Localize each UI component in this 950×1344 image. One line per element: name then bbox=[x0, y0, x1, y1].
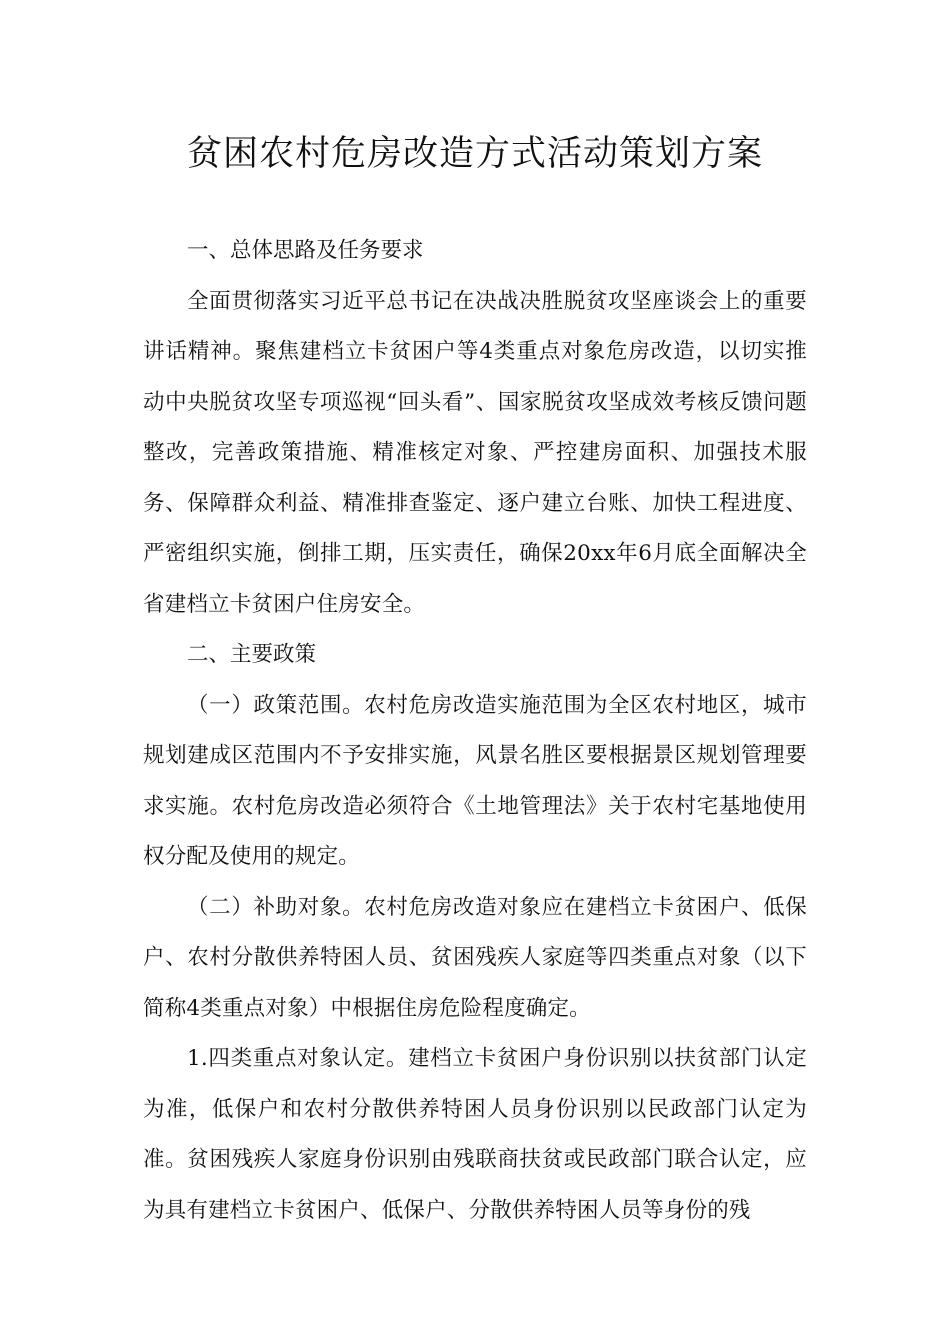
section-heading-overall: 一、总体思路及任务要求 bbox=[187, 238, 424, 263]
paragraph-target-identification: 1.四类重点对象认定。建档立卡贫困户身份识别以扶贫部门认定为准，低保户和农村分散供养特困人员身份识别以民政部门认定为准。贫困残疾人家庭身份识别由残联商扶贫或民政部门联合认定，应为具有建档立卡贫困户、低保户、分散供养特困人员等身份的残 bbox=[143, 1046, 807, 1223]
document-title: 贫困农村危房改造方式活动策划方案 bbox=[186, 134, 763, 174]
document-body bbox=[143, 226, 807, 1236]
section-heading-policy: 二、主要政策 bbox=[187, 642, 317, 667]
paragraph-overall-goals: 全面贯彻落实习近平总书记在决战决胜脱贫攻坚座谈会上的重要讲话精神。聚焦建档立卡贫困户等4类重点对象危房改造，以切实推动中央脱贫攻坚专项巡视“回头看”、国家脱贫攻坚成效考核反馈问题整改，完善政策措施、精准核定对象、严控建房面积、加强技术服务、保障群众利益、精准排查鉴定、逐户建立台账、加快工程进度、严密组织实施，倒排工期，压实责任，确保20xx年6月底全面解决全省建档立卡贫困户住房安全。 bbox=[143, 288, 807, 617]
paragraph-subsidy-targets: （二）补助对象。农村危房改造对象应在建档立卡贫困户、低保户、农村分散供养特困人员、贫困残疾人家庭等四类重点对象（以下简称4类重点对象）中根据住房危险程度确定。 bbox=[143, 894, 807, 1021]
paragraph-policy-scope: （一）政策范围。农村危房改造实施范围为全区农村地区，城市规划建成区范围内不予安排实施，风景名胜区要根据景区规划管理要求实施。农村危房改造必须符合《土地管理法》关于农村宅基地使用权分配及使用的规定。 bbox=[143, 692, 807, 869]
